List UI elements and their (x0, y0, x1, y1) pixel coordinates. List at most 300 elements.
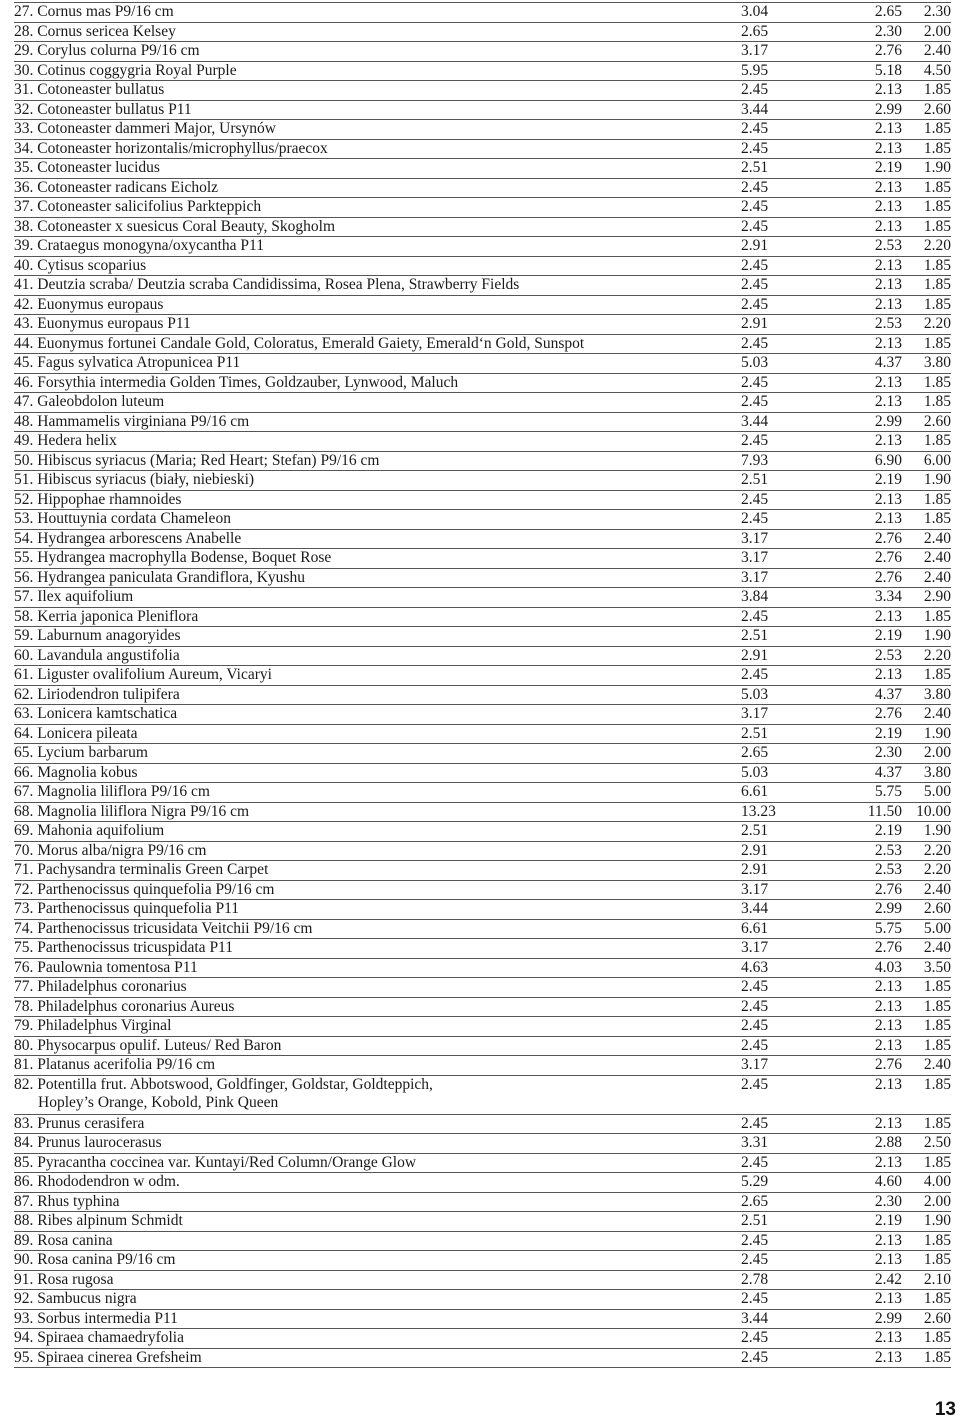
plant-label: Cotoneaster bullatus (37, 81, 165, 98)
plant-name-cell (14, 705, 737, 725)
price-col-3: 1.85 (902, 666, 951, 686)
plant-name (14, 900, 737, 918)
price-col-2: 2.99 (812, 100, 902, 120)
row-number: 29. (14, 42, 34, 59)
plant-name-cell (14, 139, 737, 159)
price-col-3: 1.85 (902, 607, 951, 627)
plant-name-cell (14, 1231, 737, 1251)
price-col-1: 5.95 (737, 61, 812, 81)
plant-name-cell (14, 900, 737, 920)
table-row (14, 81, 951, 101)
row-number: 64. (14, 724, 34, 742)
price-col-2: 2.76 (812, 1056, 902, 1076)
price-col-3: 1.90 (902, 724, 951, 744)
plant-name (14, 218, 737, 236)
price-col-3: 1.85 (902, 334, 951, 354)
plant-name-cell (14, 354, 737, 374)
plant-name-cell (14, 549, 737, 569)
price-col-1: 2.51 (737, 627, 812, 647)
price-col-2: 2.13 (812, 1017, 902, 1037)
price-col-1: 3.31 (737, 1134, 812, 1154)
plant-name (14, 315, 737, 333)
row-number: 28. (14, 22, 34, 40)
price-col-1: 2.45 (737, 120, 812, 140)
row-number: 65. (14, 744, 34, 761)
price-col-1: 7.93 (737, 451, 812, 471)
plant-name (14, 705, 737, 723)
price-col-2: 2.76 (812, 42, 902, 62)
plant-name (14, 608, 737, 626)
price-col-3: 2.20 (902, 841, 951, 861)
price-col-2: 2.99 (812, 900, 902, 920)
table-row (14, 1192, 951, 1212)
row-number: 63. (14, 705, 34, 722)
table-row (14, 685, 951, 705)
plant-label: Prunus laurocerasus (37, 1134, 162, 1151)
price-col-2: 2.13 (812, 178, 902, 198)
price-col-1: 2.45 (737, 997, 812, 1017)
row-number: 47. (14, 393, 34, 410)
price-col-3: 6.00 (902, 451, 951, 471)
price-col-3: 1.85 (902, 1290, 951, 1310)
price-col-2: 5.18 (812, 61, 902, 81)
plant-label: Cotoneaster x suesicus Coral Beauty, Skogholm (37, 217, 336, 235)
row-number: 58. (14, 607, 34, 625)
plant-name (14, 549, 737, 567)
plant-label: Morus alba/nigra P9/16 cm (37, 841, 207, 859)
price-col-1: 2.91 (737, 841, 812, 861)
plant-name (14, 998, 737, 1016)
plant-name-cell (14, 237, 737, 257)
price-col-2: 2.19 (812, 724, 902, 744)
plant-label: Fagus sylvatica Atropunicea P11 (37, 354, 241, 371)
price-col-1: 3.44 (737, 1309, 812, 1329)
plant-name-cell (14, 334, 737, 354)
price-col-1: 2.51 (737, 1212, 812, 1232)
plant-label: Rosa rugosa (37, 1270, 114, 1288)
plant-name-cell (14, 939, 737, 959)
row-number: 54. (14, 529, 34, 547)
price-col-1: 2.91 (737, 237, 812, 257)
price-col-3: 1.85 (902, 1017, 951, 1037)
price-col-3: 1.85 (902, 373, 951, 393)
table-row (14, 139, 951, 159)
plant-label: Lavandula angustifolia (37, 646, 180, 664)
price-col-1: 2.91 (737, 861, 812, 881)
table-row (14, 178, 951, 198)
row-number: 59. (14, 627, 34, 644)
price-col-1: 2.45 (737, 178, 812, 198)
price-col-1: 2.51 (737, 471, 812, 491)
row-number: 91. (14, 1270, 34, 1288)
price-col-3: 1.85 (902, 1114, 951, 1134)
price-col-3: 4.00 (902, 1173, 951, 1193)
price-col-1: 5.03 (737, 685, 812, 705)
plant-name (14, 120, 737, 138)
table-row (14, 198, 951, 218)
price-col-1: 2.45 (737, 1017, 812, 1037)
row-number: 60. (14, 646, 34, 664)
plant-label: Liguster ovalifolium Aureum, Vicaryi (37, 666, 272, 683)
price-col-1: 2.51 (737, 159, 812, 179)
table-row (14, 1270, 951, 1290)
plant-name-cell (14, 978, 737, 998)
plant-name (14, 81, 737, 99)
row-number: 72. (14, 880, 34, 898)
plant-name-cell (14, 42, 737, 62)
table-row (14, 1173, 951, 1193)
price-col-3: 1.85 (902, 256, 951, 276)
price-col-1: 6.61 (737, 783, 812, 803)
plant-name (14, 627, 737, 645)
plant-name (14, 1310, 737, 1328)
plant-label: Hydrangea arborescens Anabelle (37, 529, 242, 547)
price-col-2: 2.99 (812, 1309, 902, 1329)
table-row (14, 880, 951, 900)
row-number: 40. (14, 256, 34, 274)
row-number: 79. (14, 1017, 34, 1034)
plant-label: Spiraea chamaedryfolia (37, 1329, 184, 1346)
row-number: 43. (14, 315, 34, 332)
table-row (14, 22, 951, 42)
table-row (14, 529, 951, 549)
table-row (14, 334, 951, 354)
row-number: 71. (14, 861, 34, 878)
price-col-3: 1.90 (902, 822, 951, 842)
plant-label: Platanus acerifolia P9/16 cm (37, 1056, 216, 1073)
price-col-3: 1.85 (902, 217, 951, 237)
price-col-2: 2.13 (812, 1329, 902, 1349)
price-col-1: 3.17 (737, 568, 812, 588)
price-col-2: 2.76 (812, 880, 902, 900)
plant-name-cell (14, 490, 737, 510)
plant-name-cell (14, 861, 737, 881)
price-col-3: 2.40 (902, 880, 951, 900)
plant-name (14, 1290, 737, 1308)
price-col-3: 2.20 (902, 237, 951, 257)
plant-name-cell (14, 1212, 737, 1232)
price-col-2: 2.13 (812, 1075, 902, 1114)
price-col-3: 2.90 (902, 588, 951, 608)
row-number: 50. (14, 451, 34, 469)
price-col-1: 3.84 (737, 588, 812, 608)
price-col-3: 3.80 (902, 763, 951, 783)
plant-name-cell (14, 22, 737, 42)
plant-name (14, 1349, 737, 1367)
price-col-1: 2.45 (737, 276, 812, 296)
plant-name (14, 861, 737, 879)
table-row (14, 1231, 951, 1251)
plant-label: Philadelphus coronarius (37, 978, 187, 995)
plant-label: Potentilla frut. Abbotswood, Goldfinger, Goldstar, Goldteppich, (37, 1075, 433, 1093)
price-col-3: 2.00 (902, 1192, 951, 1212)
table-row (14, 763, 951, 783)
table-row (14, 841, 951, 861)
price-col-2: 2.13 (812, 607, 902, 627)
plant-label: Pyracantha coccinea var. Kuntayi/Red Column/Orange Glow (37, 1153, 417, 1171)
price-col-2: 2.13 (812, 217, 902, 237)
plant-name (14, 296, 737, 314)
row-number: 36. (14, 178, 34, 196)
price-col-1: 3.44 (737, 100, 812, 120)
plant-name-cell (14, 685, 737, 705)
row-number: 90. (14, 1251, 34, 1268)
plant-label: Mahonia aquifolium (37, 822, 165, 839)
plant-name-cell (14, 3, 737, 23)
price-col-1: 3.17 (737, 529, 812, 549)
price-col-2: 2.76 (812, 939, 902, 959)
plant-name (14, 335, 737, 353)
plant-name (14, 803, 737, 821)
row-number: 67. (14, 783, 34, 800)
price-col-1: 3.17 (737, 42, 812, 62)
plant-name-cell (14, 256, 737, 276)
price-col-1: 2.65 (737, 744, 812, 764)
row-number: 75. (14, 939, 34, 956)
plant-name (14, 257, 737, 275)
plant-label: Euonymus fortunei Candale Gold, Coloratus, Emerald Gaiety, Emerald‘n Gold, Sunspot (37, 334, 585, 352)
price-col-1: 5.03 (737, 763, 812, 783)
row-number: 88. (14, 1212, 34, 1229)
plant-label: Paulownia tomentosa P11 (37, 958, 198, 976)
plant-name-cell (14, 1075, 737, 1114)
price-col-2: 6.90 (812, 451, 902, 471)
plant-name (14, 1271, 737, 1289)
price-col-2: 5.75 (812, 783, 902, 803)
price-col-3: 2.20 (902, 315, 951, 335)
plant-name (14, 510, 737, 528)
price-col-3: 2.20 (902, 646, 951, 666)
price-col-2: 4.60 (812, 1173, 902, 1193)
table-row (14, 1075, 951, 1114)
price-col-2: 2.76 (812, 568, 902, 588)
plant-name-cell (14, 1173, 737, 1193)
table-row (14, 471, 951, 491)
table-row (14, 1212, 951, 1232)
plant-name (14, 140, 737, 158)
plant-name (14, 179, 737, 197)
price-col-1: 13.23 (737, 802, 812, 822)
plant-name (14, 198, 737, 216)
table-row (14, 3, 951, 23)
plant-name (14, 1037, 737, 1055)
plant-name-cell (14, 432, 737, 452)
price-col-3: 3.50 (902, 958, 951, 978)
price-col-2: 5.75 (812, 919, 902, 939)
price-col-2: 3.34 (812, 588, 902, 608)
table-row (14, 1153, 951, 1173)
price-col-1: 2.45 (737, 1290, 812, 1310)
plant-name-continuation: Hopley’s Orange, Kobold, Pink Queen (38, 1093, 279, 1111)
plant-name-cell (14, 802, 737, 822)
row-number: 53. (14, 510, 34, 527)
plant-label: Rosa canina (37, 1231, 113, 1249)
price-col-2: 2.76 (812, 529, 902, 549)
table-row (14, 159, 951, 179)
price-col-1: 3.17 (737, 1056, 812, 1076)
price-col-2: 2.19 (812, 159, 902, 179)
row-number: 95. (14, 1348, 34, 1366)
price-col-1: 2.45 (737, 256, 812, 276)
plant-label: Euonymus europaus (37, 295, 164, 313)
row-number: 82. (14, 1075, 34, 1093)
table-row (14, 295, 951, 315)
plant-name (14, 647, 737, 665)
price-col-3: 1.85 (902, 997, 951, 1017)
plant-name (14, 413, 737, 431)
table-row (14, 568, 951, 588)
plant-label: Prunus cerasifera (37, 1114, 145, 1132)
row-number: 45. (14, 354, 34, 371)
plant-label: Parthenocissus tricusidata Veitchii P9/16 cm (37, 919, 313, 937)
price-col-3: 10.00 (902, 802, 951, 822)
plant-name-cell (14, 822, 737, 842)
plant-label: Euonymus europaus P11 (37, 315, 191, 332)
price-col-3: 4.50 (902, 61, 951, 81)
table-row (14, 373, 951, 393)
plant-name (14, 725, 737, 743)
plant-label: Cotoneaster horizontalis/microphyllus/praecox (37, 139, 328, 157)
price-col-2: 2.53 (812, 315, 902, 335)
row-number: 42. (14, 295, 34, 313)
price-col-1: 3.04 (737, 3, 812, 23)
plant-name (14, 842, 737, 860)
price-col-1: 2.65 (737, 22, 812, 42)
plant-name (14, 1251, 737, 1269)
plant-name-cell (14, 471, 737, 491)
plant-name (14, 666, 737, 684)
plant-label: Cytisus scoparius (37, 256, 147, 274)
price-col-1: 2.45 (737, 978, 812, 998)
price-col-3: 2.40 (902, 549, 951, 569)
plant-name-cell (14, 1153, 737, 1173)
price-col-2: 2.13 (812, 1290, 902, 1310)
row-number: 83. (14, 1114, 34, 1132)
row-number: 93. (14, 1309, 34, 1327)
price-col-1: 2.45 (737, 490, 812, 510)
plant-name (14, 354, 737, 372)
row-number: 31. (14, 81, 34, 98)
price-col-1: 2.45 (737, 1153, 812, 1173)
price-col-3: 1.85 (902, 432, 951, 452)
plant-label: Cotoneaster salicifolius Parkteppich (37, 198, 262, 215)
plant-name-cell (14, 510, 737, 530)
price-col-3: 1.85 (902, 1036, 951, 1056)
price-col-1: 2.45 (737, 1251, 812, 1271)
price-col-2: 2.13 (812, 256, 902, 276)
row-number: 70. (14, 841, 34, 859)
row-number: 74. (14, 919, 34, 937)
table-row (14, 822, 951, 842)
plant-name-cell (14, 276, 737, 296)
plant-name (14, 959, 737, 977)
price-col-1: 2.65 (737, 1192, 812, 1212)
plant-label: Philadelphus Virginal (37, 1017, 172, 1034)
plant-name-cell (14, 81, 737, 101)
table-row (14, 1056, 951, 1076)
table-row (14, 100, 951, 120)
table-row (14, 1329, 951, 1349)
plant-label: Hibiscus syriacus (Maria; Red Heart; Stefan) P9/16 cm (37, 451, 380, 469)
price-col-3: 2.00 (902, 744, 951, 764)
plant-label: Cotoneaster bullatus P11 (37, 100, 192, 118)
plant-name-cell (14, 607, 737, 627)
table-row (14, 607, 951, 627)
plant-label: Parthenocissus quinquefolia P11 (37, 900, 240, 917)
table-row (14, 217, 951, 237)
price-col-2: 2.13 (812, 1231, 902, 1251)
plant-name-cell (14, 393, 737, 413)
plant-name (14, 1212, 737, 1230)
price-col-3: 2.60 (902, 1309, 951, 1329)
price-col-2: 2.13 (812, 198, 902, 218)
plant-label: Ribes alpinum Schmidt (37, 1212, 183, 1229)
plant-name-cell (14, 588, 737, 608)
price-col-3: 1.90 (902, 159, 951, 179)
price-col-3: 1.85 (902, 393, 951, 413)
row-number: 35. (14, 159, 34, 176)
plant-label: Lycium barbarum (37, 744, 148, 761)
plant-name-cell (14, 744, 737, 764)
plant-label: Magnolia liliflora Nigra P9/16 cm (37, 802, 250, 820)
price-col-1: 2.45 (737, 393, 812, 413)
price-col-2: 2.13 (812, 81, 902, 101)
plant-label: Kerria japonica Pleniflora (37, 607, 199, 625)
price-col-1: 2.91 (737, 646, 812, 666)
price-col-1: 2.45 (737, 139, 812, 159)
price-col-3: 2.40 (902, 529, 951, 549)
table-row (14, 978, 951, 998)
plant-name-cell (14, 1114, 737, 1134)
plant-name-cell (14, 529, 737, 549)
plant-label: Cotoneaster dammeri Major, Ursynów (37, 120, 276, 137)
price-col-1: 4.63 (737, 958, 812, 978)
plant-name-cell (14, 295, 737, 315)
price-col-1: 2.45 (737, 510, 812, 530)
plant-name (14, 1056, 737, 1074)
row-number: 33. (14, 120, 34, 137)
price-col-3: 5.00 (902, 783, 951, 803)
row-number: 27. (14, 3, 34, 20)
price-col-2: 2.13 (812, 120, 902, 140)
plant-name (14, 939, 737, 957)
plant-name-cell (14, 997, 737, 1017)
price-col-3: 2.40 (902, 705, 951, 725)
row-number: 49. (14, 432, 34, 449)
table-row (14, 354, 951, 374)
price-col-1: 6.61 (737, 919, 812, 939)
plant-name-cell (14, 1290, 737, 1310)
price-col-2: 2.88 (812, 1134, 902, 1154)
price-col-2: 2.13 (812, 1348, 902, 1368)
row-number: 52. (14, 490, 34, 508)
plant-name-cell (14, 1251, 737, 1271)
plant-name (14, 432, 737, 450)
price-col-3: 2.00 (902, 22, 951, 42)
table-row (14, 237, 951, 257)
row-number: 34. (14, 139, 34, 157)
price-col-2: 2.13 (812, 490, 902, 510)
plant-name-cell (14, 1036, 737, 1056)
table-row (14, 1309, 951, 1329)
plant-label: Physocarpus opulif. Luteus/ Red Baron (37, 1036, 282, 1054)
price-col-1: 2.45 (737, 1329, 812, 1349)
plant-label: Galeobdolon luteum (37, 393, 165, 410)
plant-label: Cotoneaster radicans Eicholz (37, 178, 219, 196)
price-col-2: 2.13 (812, 1251, 902, 1271)
price-col-3: 2.10 (902, 1270, 951, 1290)
price-col-1: 2.78 (737, 1270, 812, 1290)
